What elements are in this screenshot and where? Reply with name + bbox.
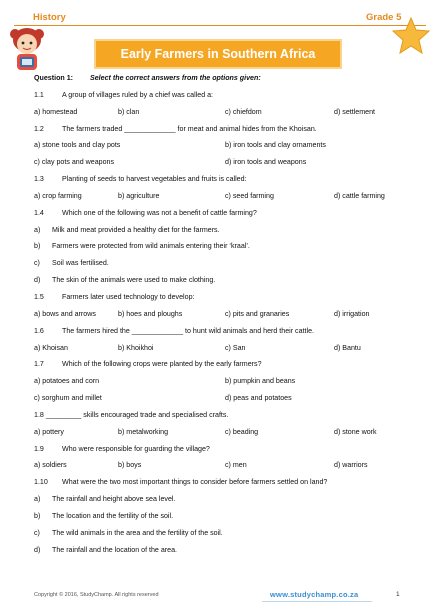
copyright-text: Copyright © 2016, StudyChamp. All rights reserved: [34, 592, 159, 598]
page-number: 1: [396, 591, 400, 598]
answer-option: a) crop farming: [34, 191, 82, 200]
question-number: 1.2: [34, 124, 44, 133]
answer-option: c) beading: [225, 427, 259, 436]
answer-option: c) pits and granaries: [225, 309, 290, 318]
question-number: 1.1: [34, 90, 44, 99]
grade-label: Grade 5: [366, 12, 402, 23]
answer-option: c) sorghum and millet: [34, 394, 102, 403]
answer-option-letter: c): [34, 259, 40, 268]
answer-option: b) Khoikhoi: [118, 343, 154, 352]
question-number: 1.5: [34, 292, 44, 301]
question-item: [34, 407, 414, 424]
answer-option: a) stone tools and clay pots: [34, 141, 121, 150]
question-item: [34, 121, 414, 138]
answer-option: a) bows and arrows: [34, 309, 96, 318]
question-item: [34, 289, 414, 306]
answer-option: b) metalworking: [118, 427, 169, 436]
question-text: 1.8 _________ skills encouraged trade and specialised crafts.: [34, 410, 229, 419]
answer-option-letter: c): [34, 528, 40, 537]
answer-option: c) clay pots and weapons: [34, 158, 115, 167]
answer-option: c) men: [225, 461, 247, 470]
answer-option: c) seed farming: [225, 191, 274, 200]
question-text: Farmers later used technology to develop:: [62, 292, 195, 301]
answer-option: d) irrigation: [334, 309, 370, 318]
question-number: 1.9: [34, 444, 44, 453]
answer-options-row: [34, 457, 414, 474]
question-item: [34, 87, 414, 104]
answer-option: b) boys: [118, 461, 142, 470]
answer-option: c) San: [225, 343, 246, 352]
question-text: A group of villages ruled by a chief was called a:: [62, 90, 214, 99]
answer-option: a) soldiers: [34, 461, 67, 470]
answer-option-letter: b): [34, 511, 41, 520]
website-link[interactable]: www.studychamp.co.za: [270, 590, 359, 599]
question-number: 1.7: [34, 360, 44, 369]
answer-option: The rainfall and height above sea level.: [52, 495, 176, 504]
answer-option: c) chiefdom: [225, 107, 262, 116]
answer-option: d) warriors: [334, 461, 368, 470]
answer-option: b) pumpkin and beans: [225, 377, 296, 386]
answer-option-row: [34, 525, 414, 542]
mascot-girl-icon: [4, 24, 50, 74]
answer-option: d) peas and potatoes: [225, 394, 292, 403]
question-text: Who were responsible for guarding the village?: [62, 444, 210, 453]
answer-option: The skin of the animals were used to make clothing.: [52, 276, 216, 285]
answer-option-row: [34, 222, 414, 239]
answer-option: a) homestead: [34, 107, 78, 116]
question-number: 1.4: [34, 208, 44, 217]
answer-option-letter: d): [34, 276, 41, 285]
question-item: [34, 356, 414, 373]
answer-option-row: [34, 238, 414, 255]
answer-option-letter: a): [34, 225, 41, 234]
question-number: 1.10: [34, 478, 48, 487]
answer-option: b) hoes and ploughs: [118, 309, 183, 318]
answer-option: d) settlement: [334, 107, 376, 116]
answer-option: The wild animals in the area and the fertility of the soil.: [52, 528, 223, 537]
footer-divider: [262, 601, 372, 602]
answer-options-row: [34, 306, 414, 323]
answer-option: d) cattle farming: [334, 191, 385, 200]
question-number: 1.6: [34, 326, 44, 335]
question-text: Which one of the following was not a benefit of cattle farming?: [62, 208, 257, 217]
answer-option: d) Bantu: [334, 343, 361, 352]
answer-option-row: [34, 255, 414, 272]
answer-options-row: [34, 154, 414, 171]
question-list: [34, 70, 414, 558]
question-item: [34, 441, 414, 458]
answer-option: Soil was fertilised.: [52, 259, 109, 268]
answer-options-row: [34, 373, 414, 390]
answer-option: b) agriculture: [118, 191, 160, 200]
answer-options-row: [34, 137, 414, 154]
question-1-label: Question 1:: [34, 74, 74, 82]
answer-option-row: [34, 542, 414, 559]
question-item: [34, 323, 414, 340]
answer-option: b) iron tools and clay ornaments: [225, 141, 326, 150]
answer-options-row: [34, 340, 414, 357]
answer-option-letter: a): [34, 495, 41, 504]
answer-option: a) Khoisan: [34, 343, 68, 352]
answer-option: a) pottery: [34, 427, 64, 436]
question-item: [34, 474, 414, 491]
worksheet-title: Early Farmers in Southern Africa: [94, 39, 342, 69]
answer-option: The rainfall and the location of the area.: [52, 545, 178, 554]
question-text: The farmers traded _____________ for meat and animal hides from the Khoisan.: [62, 124, 317, 133]
question-text: Planting of seeds to harvest vegetables and fruits is called:: [62, 175, 247, 184]
answer-option: b) clan: [118, 107, 140, 116]
answer-option-row: [34, 491, 414, 508]
answer-option-row: [34, 272, 414, 289]
question-item: [34, 171, 414, 188]
answer-option: d) iron tools and weapons: [225, 158, 307, 167]
answer-options-row: [34, 390, 414, 407]
answer-options-row: [34, 424, 414, 441]
answer-option: The location and the fertility of the soil.: [52, 511, 174, 520]
answer-option: Farmers were protected from wild animals entering their ‘kraal’.: [52, 242, 250, 251]
star-icon: [391, 16, 431, 56]
answer-option-row: [34, 508, 414, 525]
subject-label: History: [33, 12, 66, 23]
question-text: Which of the following crops were planted by the early farmers?: [62, 360, 262, 369]
answer-option-letter: d): [34, 545, 41, 554]
header-divider: [14, 25, 426, 26]
question-number: 1.3: [34, 175, 44, 184]
answer-options-row: [34, 104, 414, 121]
answer-options-row: [34, 188, 414, 205]
question-1-instruction: Select the correct answers from the options given:: [90, 74, 261, 82]
question-text: What were the two most important things to consider before farmers settled on land?: [62, 478, 328, 487]
answer-option: d) stone work: [334, 427, 377, 436]
question-item: [34, 205, 414, 222]
answer-option: Milk and meat provided a healthy diet for the farmers.: [52, 225, 220, 234]
answer-option: a) potatoes and corn: [34, 377, 100, 386]
question-text: The farmers hired the _____________ to hunt wild animals and herd their cattle.: [62, 326, 314, 335]
question-1-heading: [34, 70, 414, 87]
answer-option-letter: b): [34, 242, 41, 251]
